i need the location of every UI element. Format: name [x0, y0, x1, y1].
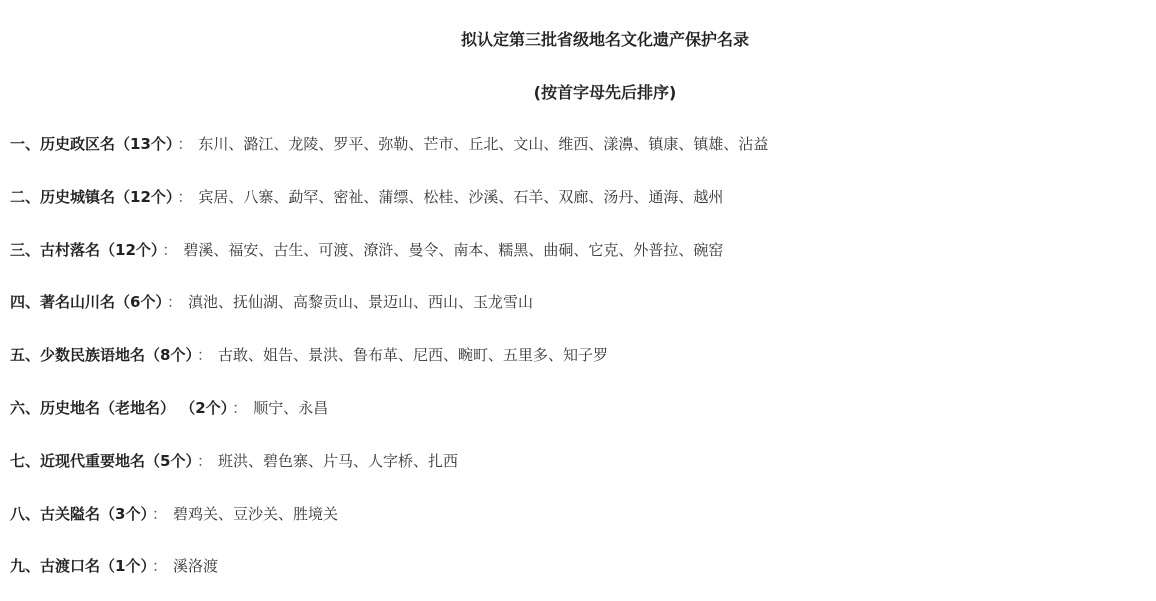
category-items: 滇池、抚仙湖、高黎贡山、景迈山、西山、玉龙雪山	[187, 293, 533, 311]
category-separator: ：	[177, 188, 193, 206]
category-separator: ：	[232, 399, 248, 417]
category-heading: 四、著名山川名（6个）	[10, 293, 163, 311]
category-heading: 七、近现代重要地名（5个）	[10, 452, 193, 470]
category-items: 溪洛渡	[172, 557, 218, 575]
category-heading: 六、历史地名（老地名） （2个）	[10, 399, 229, 417]
category-row	[10, 186, 723, 208]
category-items: 东川、潞江、龙陵、罗平、弥勒、芒市、丘北、文山、维西、漾濞、镇康、镇雄、沾益	[198, 135, 769, 153]
category-separator: ：	[177, 135, 193, 153]
category-row	[10, 555, 218, 577]
category-items: 顺宁、永昌	[253, 399, 329, 417]
category-row	[10, 397, 328, 419]
category-heading: 一、历史政区名（13个）	[10, 135, 174, 153]
category-separator: ：	[151, 557, 167, 575]
category-separator: ：	[196, 346, 212, 364]
category-separator: ：	[151, 505, 167, 523]
category-row	[10, 344, 608, 366]
category-row	[10, 503, 338, 525]
category-heading: 五、少数民族语地名（8个）	[10, 346, 193, 364]
category-separator: ：	[196, 452, 212, 470]
category-items: 班洪、碧色寨、片马、人字桥、扎西	[217, 452, 458, 470]
category-heading: 二、历史城镇名（12个）	[10, 188, 174, 206]
category-row	[10, 291, 533, 313]
category-heading: 九、古渡口名（1个）	[10, 557, 148, 575]
category-separator: ：	[166, 293, 182, 311]
category-heading: 三、古村落名（12个）	[10, 241, 159, 259]
category-row	[10, 239, 723, 261]
document-subtitle: (按首字母先后排序)	[533, 83, 677, 102]
category-items: 古敢、姐告、景洪、鲁布革、尼西、畹町、五里多、知子罗	[217, 346, 608, 364]
category-row	[10, 450, 458, 472]
category-items: 宾居、八寨、勐罕、密祉、蒲缥、松桂、沙溪、石羊、双廊、汤丹、通海、越州	[198, 188, 724, 206]
category-row	[10, 133, 768, 155]
document-title: 拟认定第三批省级地名文化遗产保护名录	[460, 30, 749, 49]
category-separator: ：	[162, 241, 178, 259]
category-items: 碧溪、福安、古生、可渡、潦浒、曼令、南本、糯黑、曲硐、它克、外普拉、碗窑	[183, 241, 724, 259]
category-heading: 八、古关隘名（3个）	[10, 505, 148, 523]
category-items: 碧鸡关、豆沙关、胜境关	[172, 505, 338, 523]
